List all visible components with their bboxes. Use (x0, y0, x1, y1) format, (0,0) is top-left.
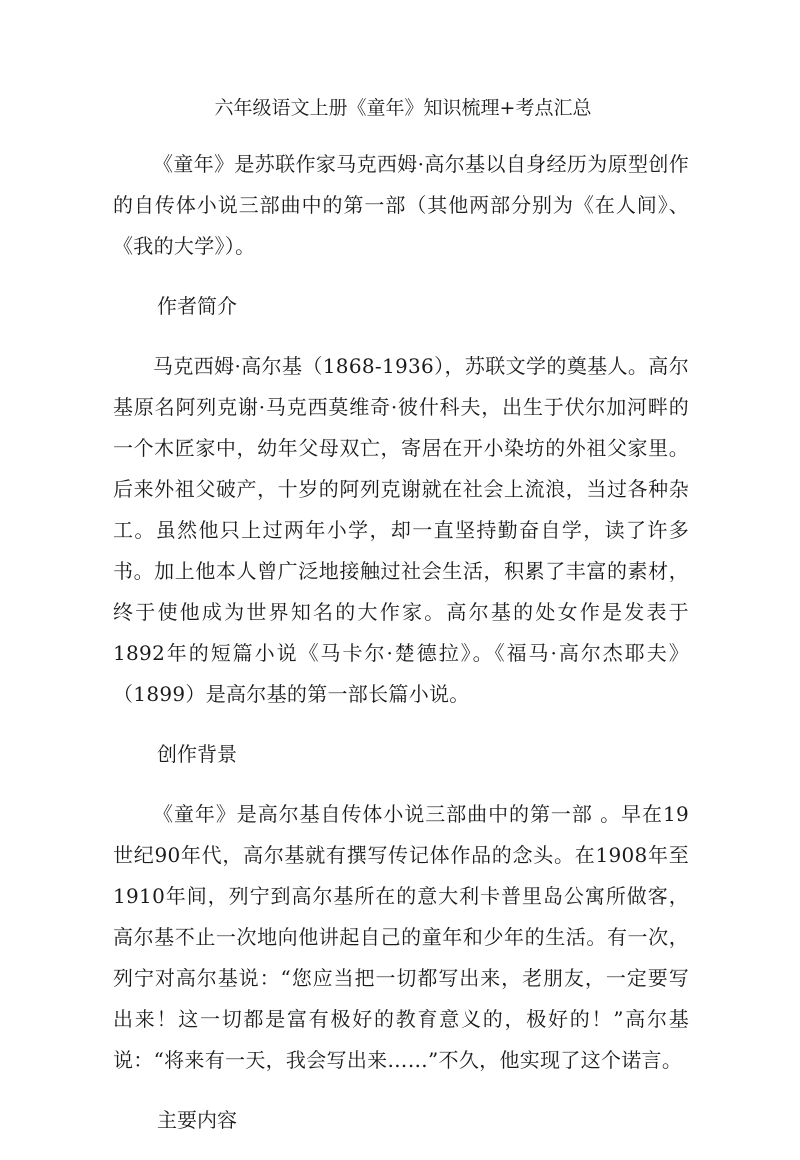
background-paragraph: 《童年》是高尔基自传体小说三部曲中的第一部 。早在19世纪90年代，高尔基就有撰写传记体作品的念头。在1908年至1910年间，列宁到高尔基所在的意大利卡普里岛公寓所做客，高尔基不止一次地向他讲起自己的童年和少年的生活。有一次，列宁对高尔基说：“您应当把一切都写出来，老朋友，一定要写出来！这一切都是富有极好的教育意义的，极好的！”高尔基说：“将来有一天，我会写出来……”不久，他实现了这个诺言。 (113, 802, 689, 1072)
section-heading-content: 主要内容 (157, 1108, 237, 1132)
section-heading-author: 作者简介 (157, 294, 237, 318)
document-title: 六年级语文上册《童年》知识梳理+考点汇总 (214, 97, 592, 119)
document-page (113, 96, 689, 1160)
author-paragraph: 马克西姆·高尔基（1868-1936），苏联文学的奠基人。高尔基原名阿列克谢·马克西莫维奇·彼什科夫，出生于伏尔加河畔的一个木匠家中，幼年父母双亡，寄居在开小染坊的外祖父家里。后来外祖父破产，十岁的阿列克谢就在社会上流浪，当过各种杂工。虽然他只上过两年小学，却一直坚持勤奋自学，读了许多书。加上他本人曾广泛地接触过社会生活，积累了丰富的素材，终于使他成为世界知名的大作家。高尔基的处女作是发表于1892年的短篇小说《马卡尔·楚德拉》。《福马·高尔杰耶夫》（1899）是高尔基的第一部长篇小说。 (113, 354, 689, 706)
section-heading-background: 创作背景 (157, 742, 237, 766)
intro-paragraph: 《童年》是苏联作家马克西姆·高尔基以自身经历为原型创作的自传体小说三部曲中的第一部（其他两部分别为《在人间》、《我的大学》）。 (113, 152, 689, 258)
